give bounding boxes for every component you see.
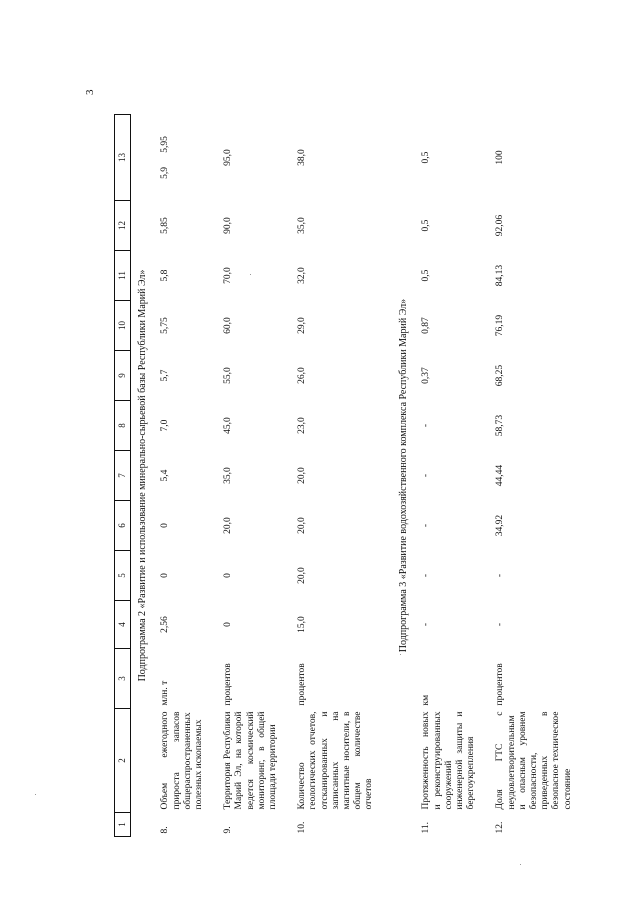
value-cell: 44,44 [495, 464, 506, 487]
value-cell: 0 [160, 523, 171, 528]
value-cell: 0,5 [421, 219, 432, 232]
column-header: 3 [115, 649, 131, 709]
value-cell: 100 [495, 150, 506, 165]
value-cell: 76,19 [495, 314, 506, 337]
value-cell: - [421, 573, 432, 578]
value-cell: 35,0 [297, 217, 308, 234]
column-header: 12 [115, 201, 131, 251]
value-cell: 2,56 [160, 616, 171, 633]
page-number: 3 [84, 89, 96, 95]
value-cell: 84,13 [495, 264, 506, 287]
unit: млн. т [160, 680, 171, 706]
value-cell: 68,25 [495, 364, 506, 387]
value-cell: 26,0 [297, 367, 308, 384]
value-cell: - [421, 423, 432, 428]
value-cell: 23,0 [297, 417, 308, 434]
value-cell: 29,0 [297, 317, 308, 334]
subprogram-row [392, 115, 420, 837]
indicator-name: Протяженность новых и реконструированных сооружений инженерной защиты и берегоукрепления [421, 711, 477, 810]
value-cell: 5,85 [160, 217, 171, 234]
value-cell: 0,5 [421, 151, 432, 164]
value-cell: 0,37 [421, 367, 432, 384]
value-cell: 20,0 [297, 517, 308, 534]
value-cell: - [421, 622, 432, 627]
value-cell: 70,0 [223, 267, 234, 284]
value-cell: 20,0 [297, 467, 308, 484]
value-cell: 5,9 5,95 [160, 136, 171, 179]
value-cell: 5,75 [160, 317, 171, 334]
row-number: 10. [297, 821, 308, 834]
value-cell: 7,0 [160, 419, 171, 432]
value-cell: - [421, 473, 432, 478]
value-cell: 55,0 [223, 367, 234, 384]
column-header: 6 [115, 501, 131, 551]
column-header: 10 [115, 301, 131, 351]
value-cell: 90,0 [223, 217, 234, 234]
column-header: 13 [115, 115, 131, 201]
value-cell: 20,0 [297, 567, 308, 584]
value-cell: 5,8 [160, 269, 171, 282]
column-header: 1 [115, 813, 131, 837]
indicator-name: Доля ГТС с неудовлетворительным и опасным уровнем безопасности, приведенных в безопасное техническое состояние [495, 711, 573, 810]
subprogram-row [130, 115, 158, 837]
value-cell: 32,0 [297, 267, 308, 284]
indicators-table [114, 114, 590, 837]
value-cell: 0,5 [421, 269, 432, 282]
value-cell: 60,0 [223, 317, 234, 334]
subprogram-2-title: Подпрограмма 2 «Развитие и использование минерально-сырьевой базы Республики Марий Эл» [136, 269, 148, 682]
table-row [295, 115, 391, 837]
scan-speck [250, 274, 251, 275]
value-cell: 95,0 [223, 149, 234, 166]
subprogram-3-title: Подпрограмма 3 «Развитие водохозяйственного комплекса Республики Марий Эл» [397, 298, 409, 653]
scan-speck [520, 864, 521, 865]
value-cell: 0 [223, 573, 234, 578]
row-number: 9. [223, 826, 234, 834]
table-row [493, 115, 589, 837]
value-cell: 5,4 [160, 469, 171, 482]
column-header: 9 [115, 351, 131, 401]
value-cell: 58,73 [495, 414, 506, 437]
value-cell: 0,87 [421, 317, 432, 334]
column-header: 8 [115, 401, 131, 451]
unit: км [421, 694, 432, 706]
column-header: 2 [115, 709, 131, 813]
scan-speck [35, 794, 36, 795]
table-row [221, 115, 295, 837]
table-row [419, 115, 493, 837]
value-cell: - [495, 573, 506, 578]
indicator-name: Территория Республики Марий Эл, на которой ведется космический мониторинг, в общей площади территории [223, 711, 279, 810]
value-cell: 0 [223, 622, 234, 627]
column-header: 7 [115, 451, 131, 501]
value-cell: 0 [160, 573, 171, 578]
value-cell: 5,7 [160, 369, 171, 382]
value-cell: 34,92 [495, 514, 506, 537]
scan-speck [400, 654, 401, 655]
value-cell: 38,0 [297, 149, 308, 166]
value-cell: - [495, 622, 506, 627]
value-cell: 35,0 [223, 467, 234, 484]
row-number: 11. [421, 821, 432, 834]
unit: процентов [297, 663, 308, 706]
table-row [158, 115, 221, 837]
value-cell: 20,0 [223, 517, 234, 534]
column-header: 11 [115, 251, 131, 301]
column-header: 4 [115, 601, 131, 649]
indicator-name: Количество геологических отчетов, отсканированных и записанных на магнитные носители, в общем количестве отчетов [297, 711, 375, 810]
row-number: 12. [495, 821, 506, 834]
row-number: 8. [160, 826, 171, 834]
unit: процентов [223, 663, 234, 706]
unit: процентов [495, 663, 506, 706]
table-header-row [115, 115, 131, 837]
value-cell: 92,06 [495, 214, 506, 237]
value-cell: - [421, 523, 432, 528]
value-cell: 15,0 [297, 616, 308, 633]
column-header: 5 [115, 551, 131, 601]
indicator-name: Объем ежегодного прироста запасов общераспространенных полезных ископаемых [160, 711, 205, 810]
value-cell: 45,0 [223, 417, 234, 434]
